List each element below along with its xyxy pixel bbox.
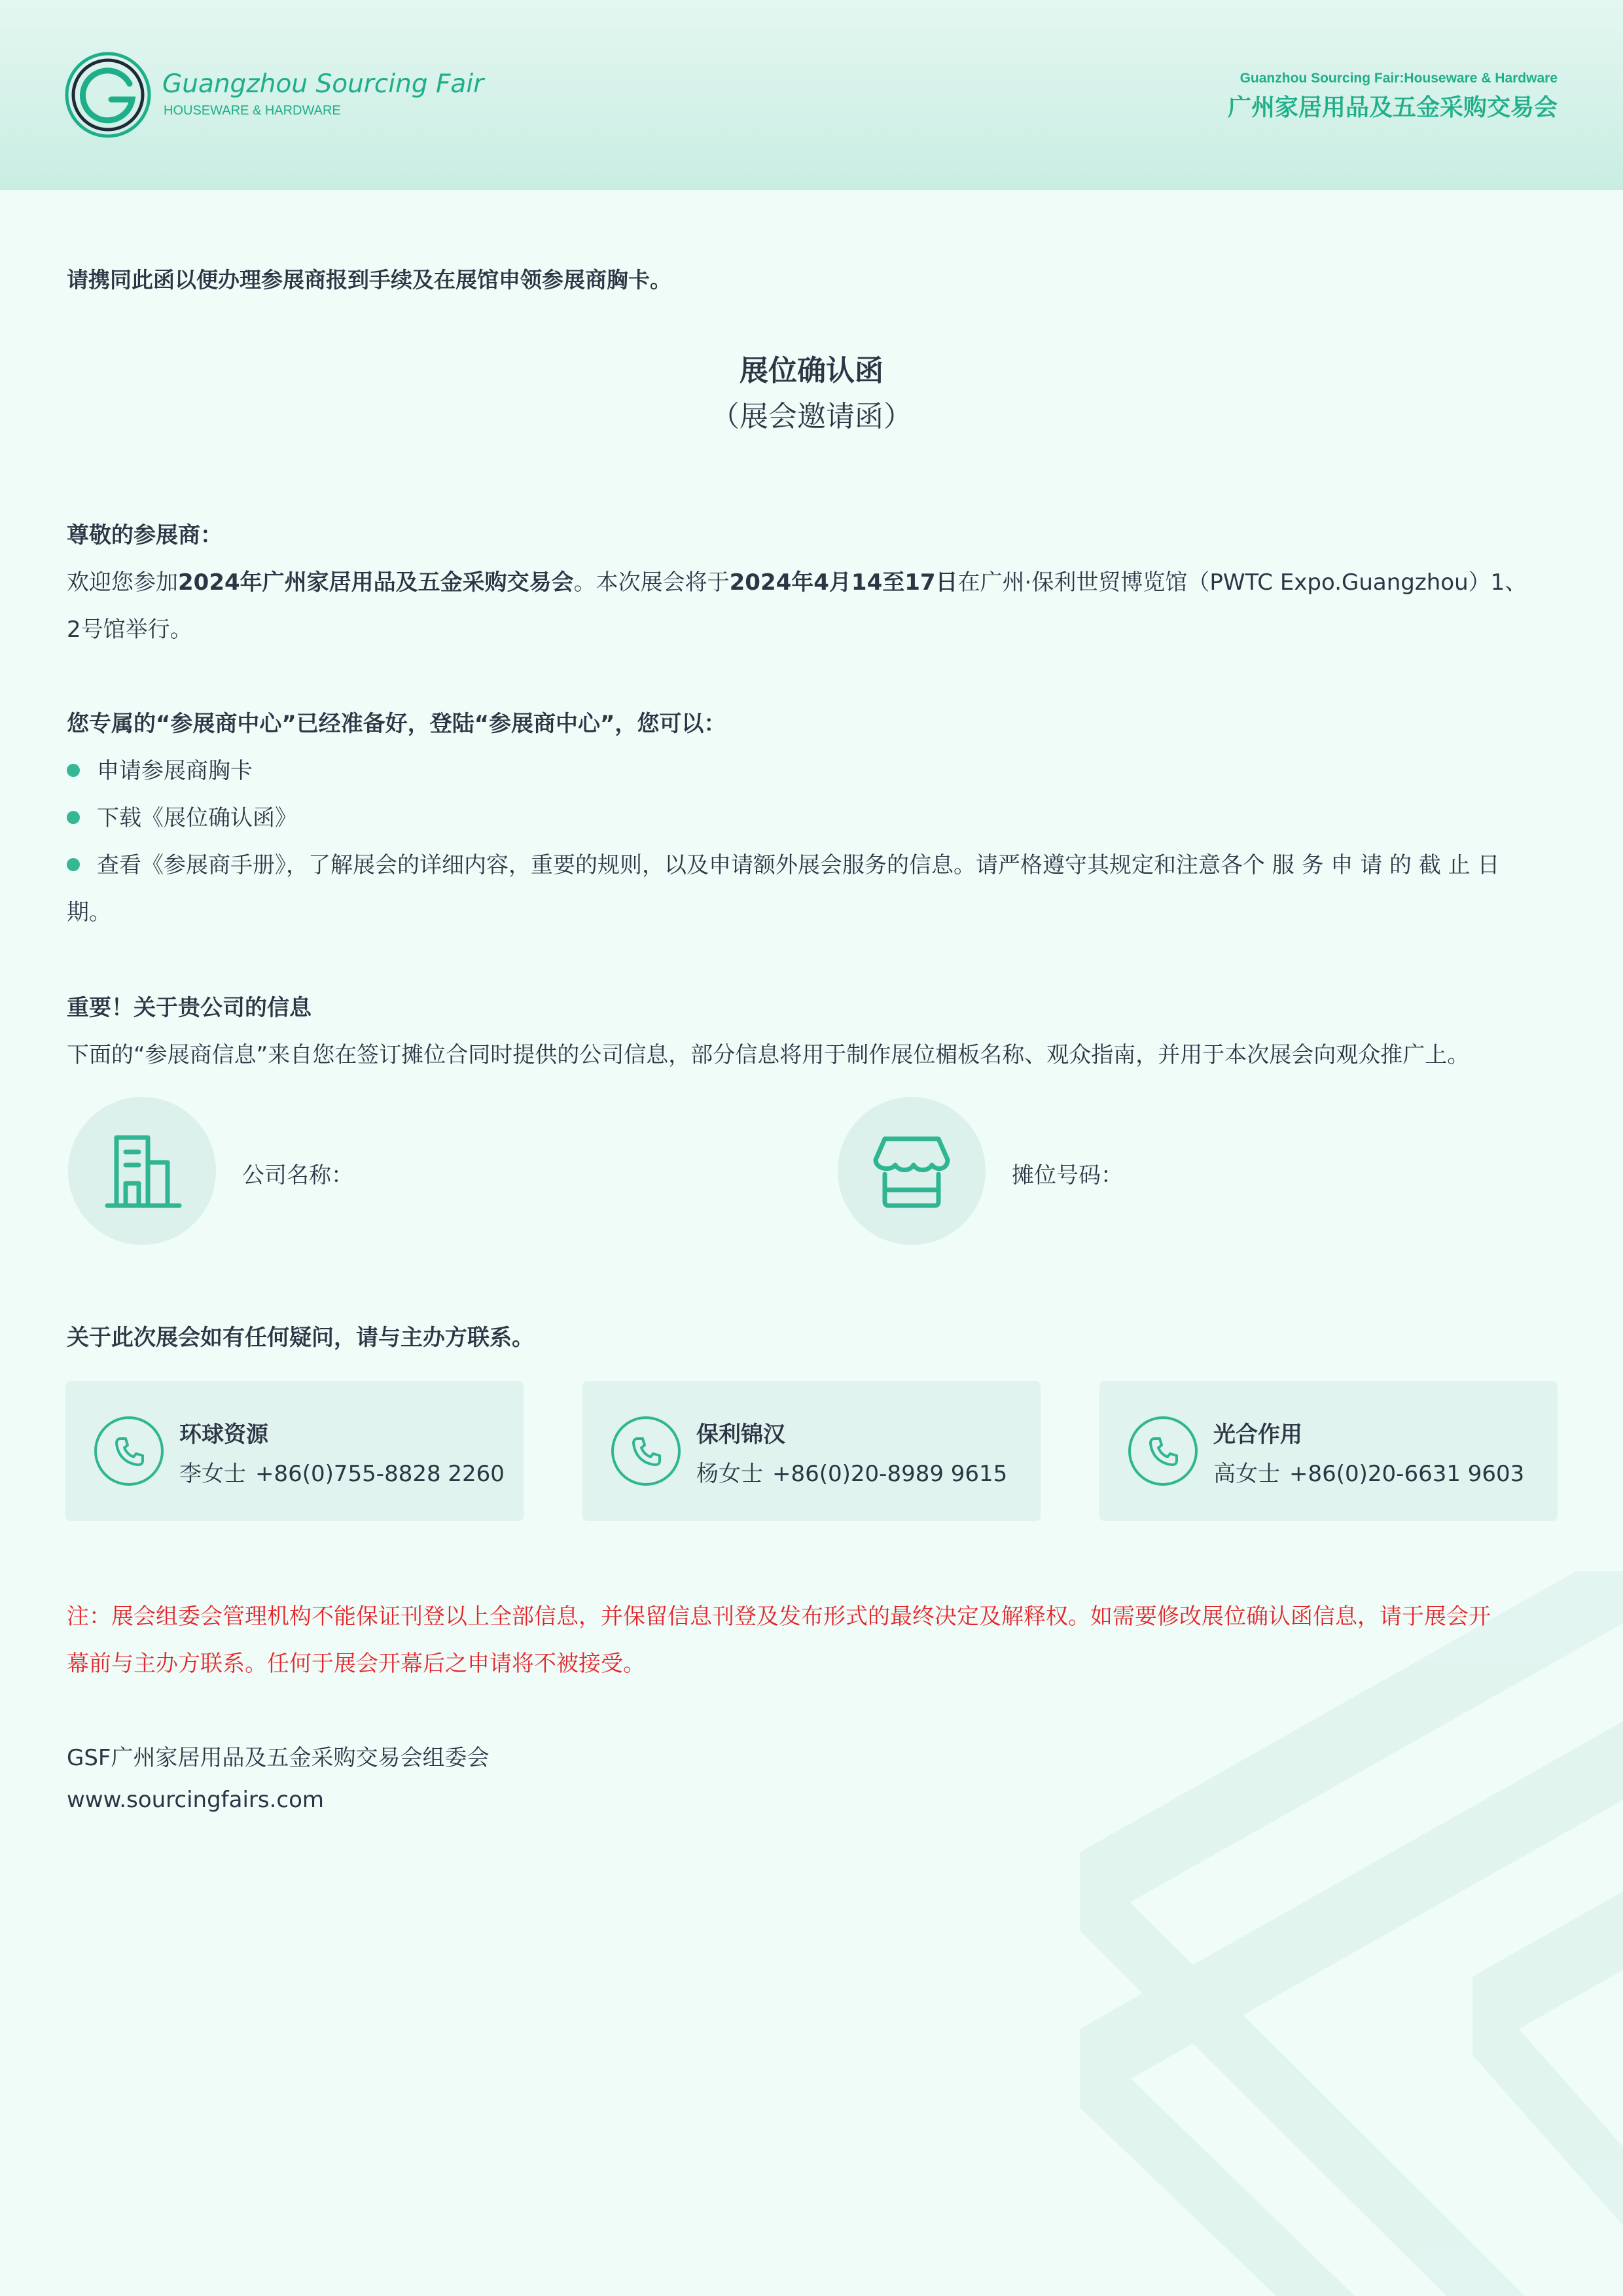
bullet-dot-icon: [67, 858, 80, 871]
fair-dates: 2024年4月14至17日: [729, 569, 958, 596]
contact-person: [696, 1456, 1007, 1488]
header-title-en: Guanzhou Sourcing Fair:Houseware & Hardware: [1240, 71, 1558, 86]
list-item-text: 申请参展商胸卡: [97, 758, 253, 784]
background-stripes: [1080, 1571, 1623, 2296]
list-item-text: 查看《参展商手册》，了解展会的详细内容，重要的规则，以及申请额外展会服务的信息。请严格遵守其规定和注意各个 服 务 申 请 的 截 止 日: [97, 852, 1500, 878]
disclaimer-note-line-2: 幕前与主办方联系。任何于展会开幕后之申请将不被接受。: [67, 1651, 645, 1677]
fair-name: 2024年广州家居用品及五金采购交易会: [178, 569, 574, 596]
document-subtitle: （展会邀请函）: [711, 400, 912, 433]
company-name-label: 公司名称：: [242, 1162, 353, 1189]
contact-phone: +86(0)755-8828 2260: [255, 1461, 505, 1487]
header-title-cn: 广州家居用品及五金采购交易会: [1227, 94, 1558, 121]
storefront-icon: [869, 1128, 954, 1213]
contact-person: [1213, 1456, 1524, 1488]
contact-phone: +86(0)20-8989 9615: [772, 1461, 1008, 1487]
welcome-mid: 。本次展会将于: [573, 569, 730, 596]
salutation: 尊敬的参展商：: [67, 522, 223, 548]
logo-subtitle: HOUSEWARE & HARDWARE: [164, 103, 341, 118]
contact-name: 高女士: [1213, 1461, 1280, 1487]
list-item-text: 下载《展位确认函》: [97, 805, 297, 831]
header-band: [0, 0, 1623, 190]
contact-org: 光合作用: [1213, 1422, 1302, 1448]
bullet-dot-icon: [67, 811, 80, 824]
website-url: www.sourcingfairs.com: [67, 1787, 325, 1813]
phone-icon: [114, 1436, 145, 1467]
contact-card: [1099, 1381, 1558, 1521]
welcome-venue: 在广州·保利世贸博览馆（PWTC Expo.Guangzhou）1、: [957, 569, 1527, 596]
contact-name: 李女士: [179, 1461, 246, 1487]
organizer-signature: GSF广州家居用品及五金采购交易会组委会: [67, 1745, 490, 1771]
welcome-paragraph-line-1: [67, 564, 1527, 596]
contact-name: 杨女士: [696, 1461, 763, 1487]
list-item: [67, 753, 253, 785]
disclaimer-note-line-1: 注：展会组委会管理机构不能保证刊登以上全部信息，并保留信息刊登及发布形式的最终决定及解释权。如需要修改展位确认函信息，请于展会开: [67, 1604, 1491, 1630]
phone-icon: [631, 1436, 662, 1467]
phone-icon-ring: [94, 1416, 164, 1486]
intro-instruction: 请携同此函以便办理参展商报到手续及在展馆申领参展商胸卡。: [67, 267, 671, 293]
contact-org: 环球资源: [179, 1422, 268, 1448]
list-item: [67, 847, 1499, 879]
gsf-logo-icon: [64, 51, 152, 139]
logo-name: Guangzhou Sourcing Fair: [162, 69, 484, 99]
exhibitor-center-heading: 您专属的“参展商中心”已经准备好，登陆“参展商中心”，您可以：: [67, 711, 726, 737]
important-text: 下面的“参展商信息”来自您在签订摊位合同时提供的公司信息，部分信息将用于制作展位楣板名称、观众指南，并用于本次展会向观众推广上。: [67, 1042, 1470, 1068]
welcome-paragraph-line-2: 2号馆举行。: [67, 617, 192, 643]
contact-card: [65, 1381, 524, 1521]
contact-phone: +86(0)20-6631 9603: [1289, 1461, 1525, 1487]
contact-heading: 关于此次展会如有任何疑问，请与主办方联系。: [67, 1325, 534, 1351]
contact-person: [179, 1456, 505, 1488]
phone-icon-ring: [611, 1416, 681, 1486]
list-item-continuation: 期。: [67, 899, 111, 925]
booth-icon-circle: [838, 1097, 986, 1245]
booth-number-label: 摊位号码：: [1012, 1162, 1123, 1189]
building-icon: [99, 1128, 185, 1213]
welcome-prefix: 欢迎您参加: [67, 569, 178, 596]
contact-card: [582, 1381, 1041, 1521]
phone-icon-ring: [1128, 1416, 1198, 1486]
important-heading: 重要！关于贵公司的信息: [67, 995, 312, 1021]
list-item: [67, 800, 297, 832]
contact-org: 保利锦汉: [696, 1422, 785, 1448]
company-icon-circle: [68, 1097, 216, 1245]
phone-icon: [1148, 1436, 1179, 1467]
bullet-dot-icon: [67, 764, 80, 777]
document-title: 展位确认函: [740, 354, 883, 387]
